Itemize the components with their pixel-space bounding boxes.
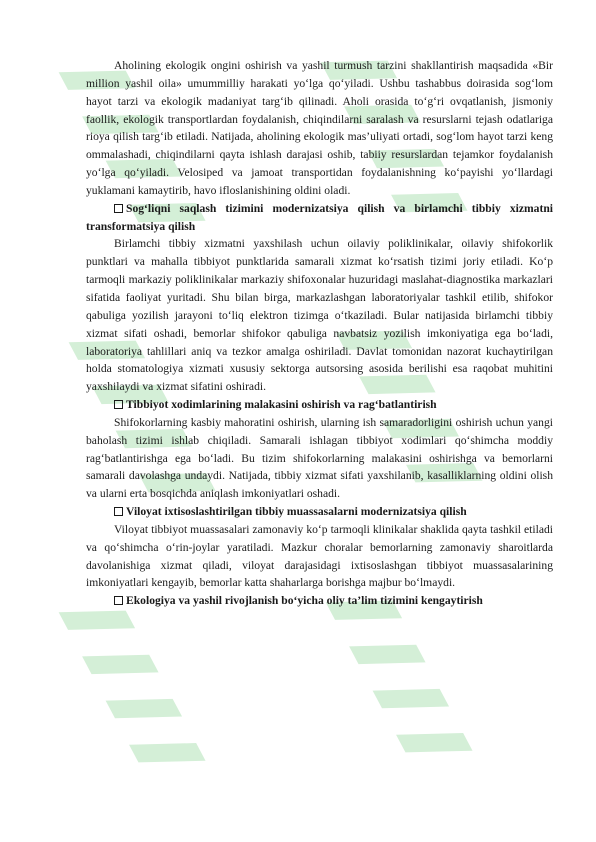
section-heading-text: Tibbiyot xodimlarining malakasini oshirish va rag‘batlantirish <box>126 398 437 412</box>
section-heading <box>86 592 553 610</box>
body-paragraph: Aholining ekologik ongini oshirish va yashil turmush tarzini shakllantirish maqsadida «Bir million yashil oila» umummilliy harakati yo‘lga qo‘yiladi. Ushbu tashabbus doirasida sog‘lom hayot tarzi va ekologik madaniyat targ‘ib qilinadi. Aholi orasida to‘g‘ri ovqatlanish, jismoniy faollik, ekologik transportlardan foydalanish, chiqindilarni saralash va resurslarni tejash odatlariga rioya qilish targ‘ib etiladi. Natijada, aholining ekologik mas’uliyati ortadi, sog‘lom hayot tarzi keng ommalashadi, chiqindilarni qayta ishlash darajasi oshib, tabiiy resurslardan tejamkor foydalanish yo‘lga qo‘yiladi. Velosiped va jamoat transportidan foydalanishning ko‘payishi yo‘llardagi yuklamani kamaytirib, havo ifloslanishining oldini oladi. <box>86 59 553 197</box>
checkbox-bullet-icon <box>114 400 123 409</box>
body-paragraph: Shifokorlarning kasbiy mahoratini oshirish, ularning ish samaradorligini oshirish uchun yangi baholash tizimi ishlab chiqiladi. Samarali ishlagan tibbiyot xodimlari qo‘shimcha moddiy rag‘batlantirishga ega bo‘ladi. Bu tizim shifokorlarning malakasini oshirishga va bemorlarni samarali davolashga undaydi. Natijada, tibbiy xizmat sifati yaxshilanib, kasalliklarning oldini olish va ularni erta bosqichda aniqlash imkoniyatlari oshadi. <box>86 415 553 501</box>
section-heading-text: Ekologiya va yashil rivojlanish bo‘yicha oliy ta’lim tizimini kengaytirish <box>126 594 483 608</box>
section-heading <box>86 503 553 521</box>
section-heading <box>86 396 553 414</box>
checkbox-bullet-icon <box>114 204 123 213</box>
checkbox-bullet-icon <box>114 507 123 516</box>
body-paragraph: Birlamchi tibbiy xizmatni yaxshilash uchun oilaviy poliklinikalar, oilaviy shifokorlik punktlari va mahalla tibbiyot punktlarida samarali xizmat ko‘rsatish tizimi joriy etiladi. Ko‘p tarmoqli markaziy poliklinikalar markaziy shifoxonalar huzuridagi maslahat-diagnostika markazlari sifatida faoliyat yuritadi. Shu bilan birga, markazlashgan laboratoriyalar tashkil etilib, shifokor qabuliga yozilish jarayoni to‘liq elektron tizimga o‘tkaziladi. Bular natijasida birlamchi tibbiy xizmat sifati oshadi, bemorlar shifokor qabuliga navbatsiz yozilish imkoniyatiga ega bo‘ladi, laboratoriya tahlillari aniq va tezkor amalga oshiriladi. Davlat tomonidan nazorat kuchaytirilgan holda stomatologiya xizmati xususiy sektorga autsorsing asosida berilishi esa raqobat muhitini yaxshilaydi va xizmat sifatini oshiradi. <box>86 237 553 394</box>
body-paragraph: Viloyat tibbiyot muassasalari zamonaviy ko‘p tarmoqli klinikalar shaklida qayta tashkil etiladi va qo‘shimcha o‘rin-joylar yaratiladi. Mazkur choralar bemorlarning zamonaviy sharoitlarda davolanishiga xizmat qiladi, viloyat darajasidagi ixtisoslashgan tibbiyot muassasalarining imkoniyatlari kengayib, bemorlar katta shaharlarga borishga majbur bo‘lmaydi. <box>86 522 553 590</box>
section-heading-text: Sog‘liqni saqlash tizimini modernizatsiya qilish va birlamchi tibbiy xizmatni transformatsiya qilish <box>86 201 553 233</box>
checkbox-bullet-icon <box>114 596 123 605</box>
watermark-mark <box>59 584 206 789</box>
document-page <box>86 57 553 610</box>
section-heading <box>86 200 553 236</box>
section-heading-text: Viloyat ixtisoslashtirilgan tibbiy muassasalarni modernizatsiya qilish <box>126 505 467 519</box>
